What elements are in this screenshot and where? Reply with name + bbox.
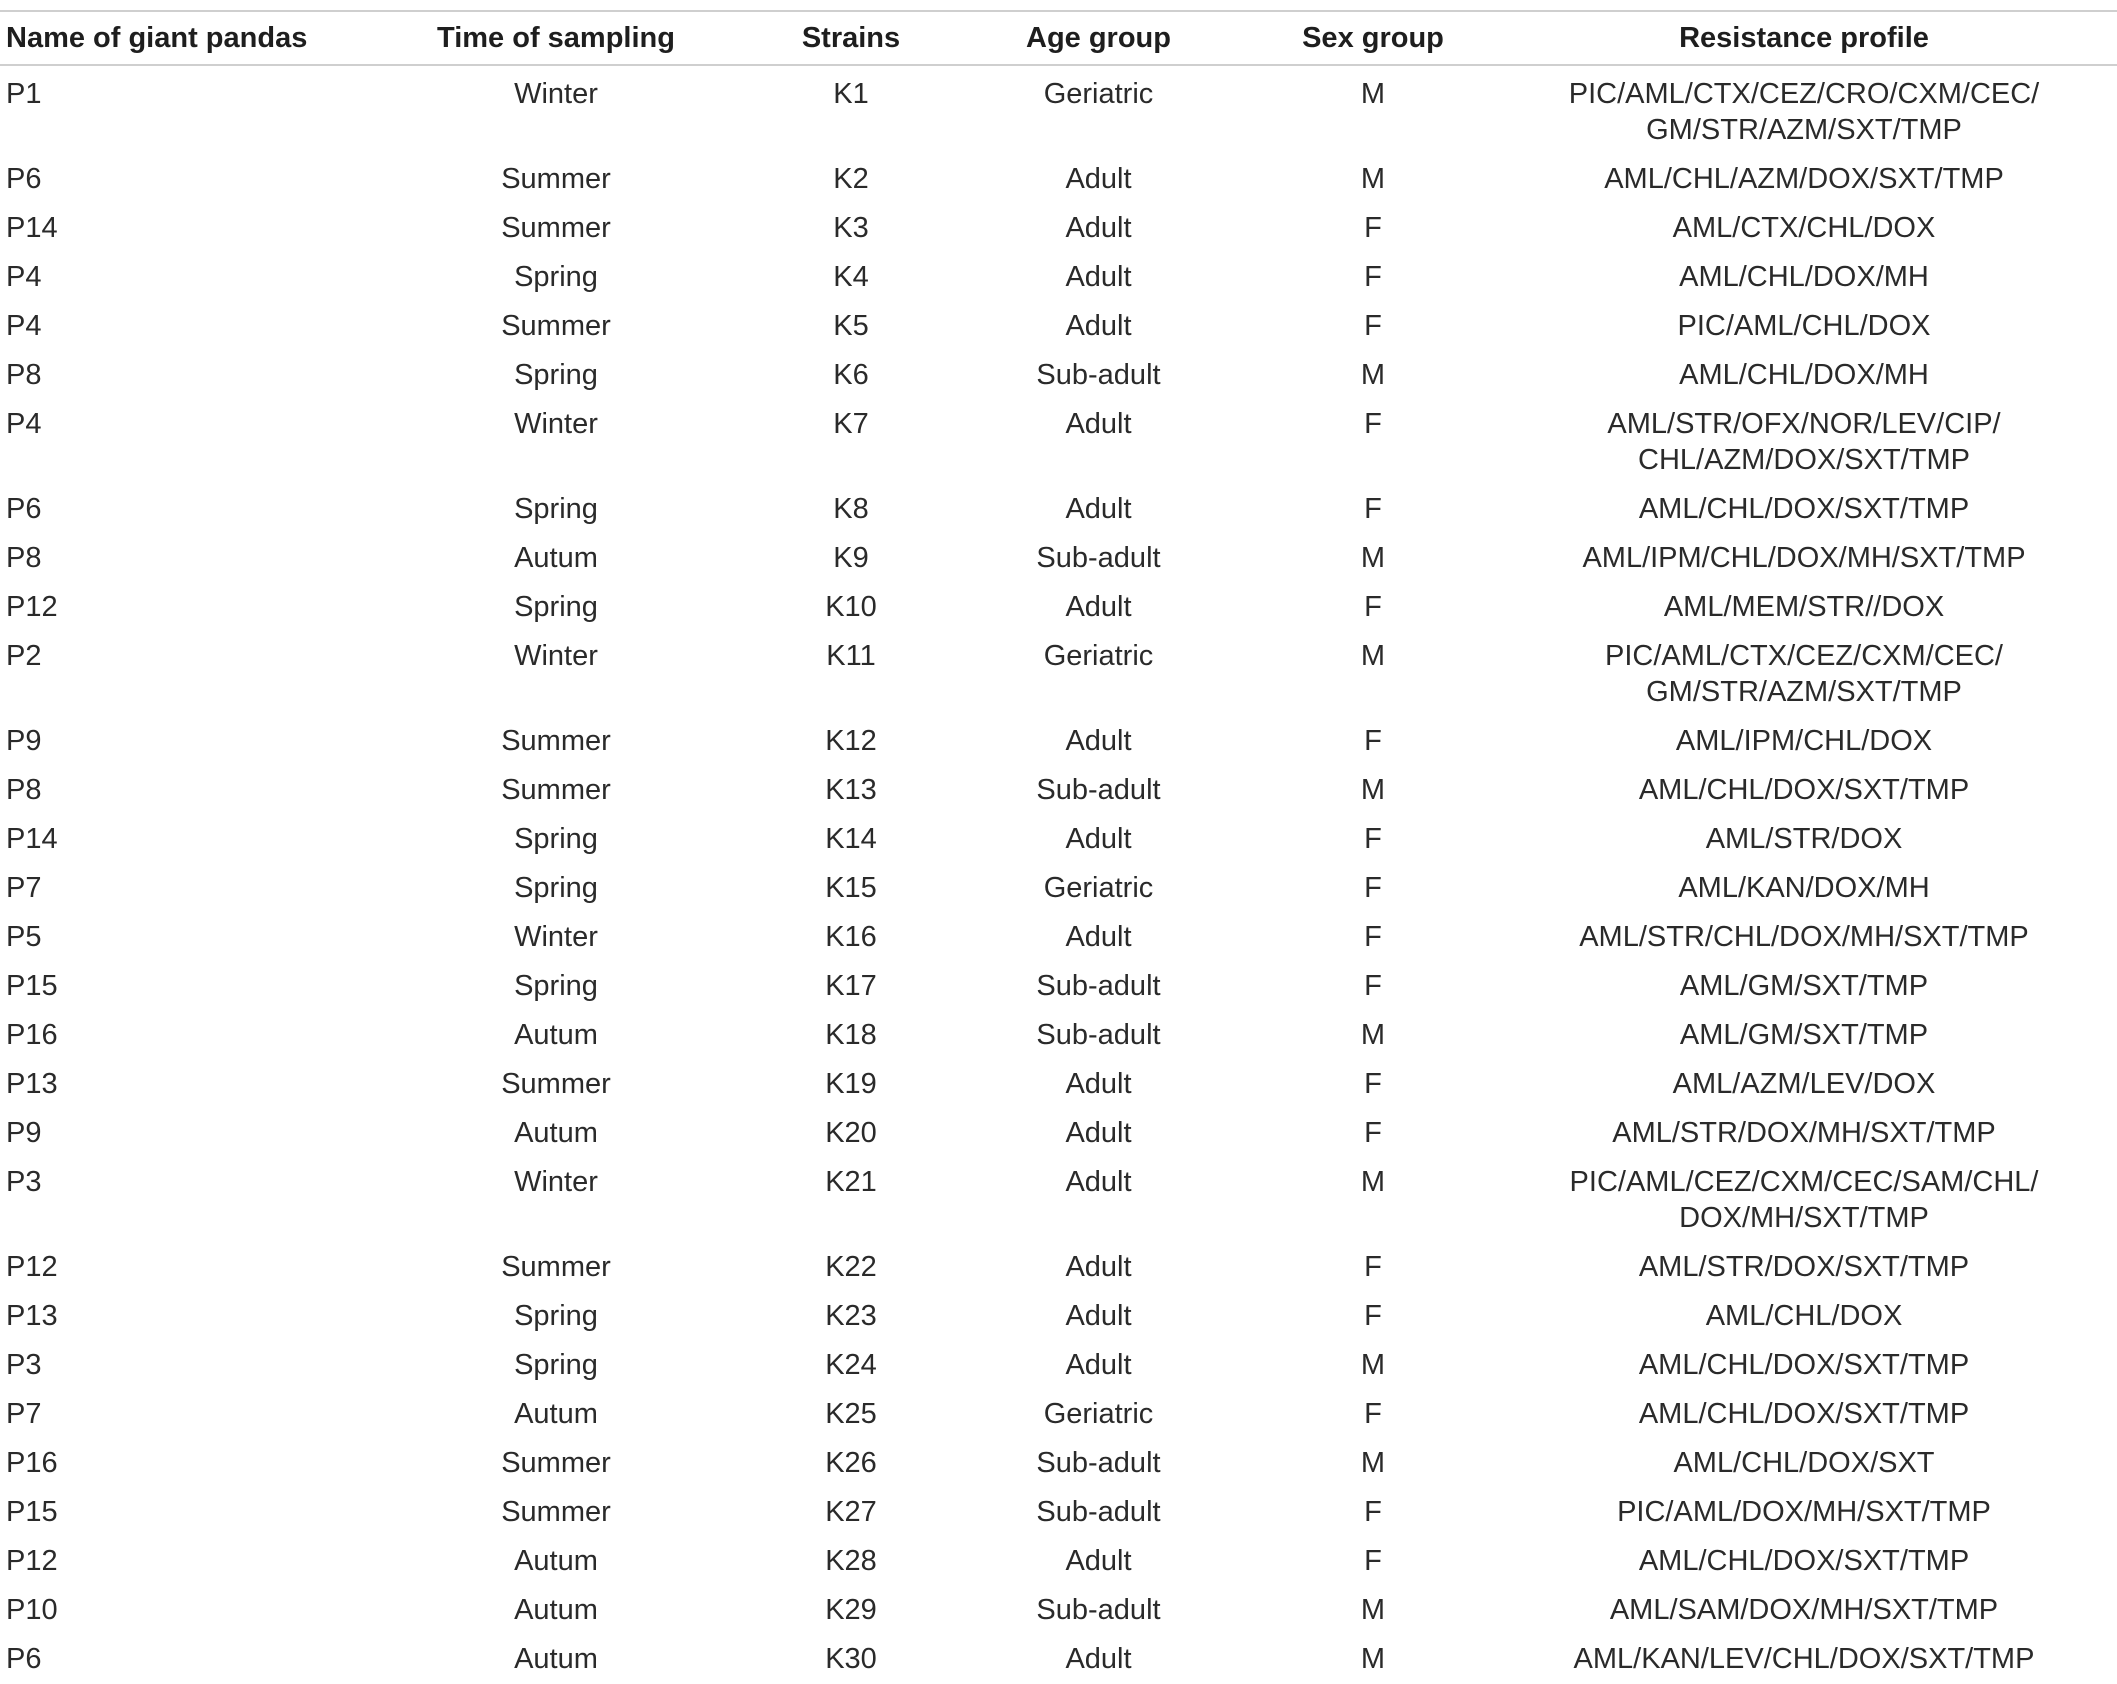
cell-resistance-profile <box>1485 65 2117 155</box>
cell-age-group: Adult <box>1065 1251 1132 1283</box>
cell-sex-group: F <box>1364 1496 1382 1528</box>
cell-sampling-time: Autum <box>514 1117 598 1149</box>
cell-age-group: Adult <box>1065 591 1132 623</box>
cell-panda-name: P3 <box>6 1349 42 1381</box>
cell-sampling-time: Winter <box>514 408 598 440</box>
resistance-profile-line: AML/AZM/LEV/DOX <box>1672 1068 1936 1100</box>
cell-sex-group: M <box>1360 542 1386 574</box>
cell-age-group: Adult <box>1065 493 1132 525</box>
cell-sampling-time: Spring <box>514 1349 598 1381</box>
table-row <box>0 1537 2117 1586</box>
cell-panda-name: P9 <box>6 1117 42 1149</box>
cell-panda-name: P1 <box>6 78 42 110</box>
cell-sex-group: M <box>1360 1019 1386 1051</box>
cell-strain: K15 <box>825 872 877 904</box>
cell-panda-name: P7 <box>6 1398 42 1430</box>
cell-sampling-time: Spring <box>514 591 598 623</box>
cell-sex-group: F <box>1364 1068 1382 1100</box>
cell-sex-group: F <box>1364 591 1382 623</box>
cell-sampling-time: Winter <box>514 1166 598 1198</box>
cell-resistance-profile <box>1485 632 2117 717</box>
cell-strain: K18 <box>825 1019 877 1051</box>
table-row <box>0 583 2117 632</box>
cell-sampling-time: Autum <box>514 1643 598 1675</box>
cell-age-group: Sub-adult <box>1036 1496 1161 1528</box>
cell-sampling-time: Summer <box>501 1447 611 1479</box>
cell-panda-name: P12 <box>6 1545 58 1577</box>
cell-sex-group: F <box>1364 1300 1382 1332</box>
cell-panda-name: P16 <box>6 1019 58 1051</box>
resistance-profile-line: GM/STR/AZM/SXT/TMP <box>1646 676 1962 708</box>
cell-age-group: Adult <box>1065 1117 1132 1149</box>
cell-strain: K13 <box>825 774 877 806</box>
cell-sampling-time: Summer <box>501 163 611 195</box>
cell-strain: K14 <box>825 823 877 855</box>
cell-resistance-profile <box>1485 962 2117 1011</box>
cell-resistance-profile <box>1485 1158 2117 1243</box>
cell-resistance-profile <box>1485 534 2117 583</box>
resistance-profile-line: AML/CHL/DOX/MH <box>1679 261 1929 293</box>
resistance-profile-line: AML/STR/OFX/NOR/LEV/CIP/ <box>1607 408 2001 440</box>
cell-age-group: Geriatric <box>1043 872 1154 904</box>
cell-sex-group: M <box>1360 359 1386 391</box>
resistance-profile-line: AML/CHL/DOX/SXT/TMP <box>1638 1545 1970 1577</box>
cell-strain: K6 <box>833 359 869 391</box>
resistance-profile-line: DOX/MH/SXT/TMP <box>1679 1202 1929 1234</box>
cell-age-group: Adult <box>1065 1545 1132 1577</box>
cell-panda-name: P4 <box>6 408 42 440</box>
table-row <box>0 1060 2117 1109</box>
table-row <box>0 1390 2117 1439</box>
table-row <box>0 766 2117 815</box>
cell-age-group: Geriatric <box>1043 1398 1154 1430</box>
table-row <box>0 1243 2117 1292</box>
cell-resistance-profile <box>1485 1011 2117 1060</box>
resistance-profile-line: AML/CHL/DOX/MH <box>1679 359 1929 391</box>
cell-sampling-time: Spring <box>514 872 598 904</box>
cell-sex-group: F <box>1364 212 1382 244</box>
cell-resistance-profile <box>1485 1060 2117 1109</box>
cell-sex-group: M <box>1360 1594 1386 1626</box>
resistance-profile-line: AML/SAM/DOX/MH/SXT/TMP <box>1609 1594 1999 1626</box>
cell-panda-name: P4 <box>6 310 42 342</box>
cell-panda-name: P12 <box>6 1251 58 1283</box>
table-row <box>0 815 2117 864</box>
cell-sampling-time: Summer <box>501 774 611 806</box>
cell-strain: K22 <box>825 1251 877 1283</box>
cell-resistance-profile <box>1485 1439 2117 1488</box>
cell-age-group: Adult <box>1065 1300 1132 1332</box>
resistance-profile-line: AML/STR/CHL/DOX/MH/SXT/TMP <box>1579 921 2029 953</box>
cell-resistance-profile <box>1485 155 2117 204</box>
header-strains: Strains <box>801 21 901 54</box>
cell-age-group: Adult <box>1065 310 1132 342</box>
cell-panda-name: P8 <box>6 359 42 391</box>
cell-resistance-profile <box>1485 815 2117 864</box>
resistance-table <box>0 10 2117 1684</box>
resistance-profile-line: AML/CHL/AZM/DOX/SXT/TMP <box>1604 163 2004 195</box>
cell-strain: K24 <box>825 1349 877 1381</box>
cell-resistance-profile <box>1485 1341 2117 1390</box>
table-row <box>0 1011 2117 1060</box>
cell-panda-name: P6 <box>6 493 42 525</box>
cell-resistance-profile <box>1485 766 2117 815</box>
cell-resistance-profile <box>1485 485 2117 534</box>
cell-age-group: Adult <box>1065 408 1132 440</box>
cell-resistance-profile <box>1485 864 2117 913</box>
resistance-profile-line: AML/IPM/CHL/DOX/MH/SXT/TMP <box>1582 542 2026 574</box>
cell-sampling-time: Spring <box>514 261 598 293</box>
cell-resistance-profile <box>1485 351 2117 400</box>
resistance-profile-line: AML/GM/SXT/TMP <box>1679 1019 1929 1051</box>
cell-sampling-time: Summer <box>501 1068 611 1100</box>
cell-sex-group: M <box>1360 163 1386 195</box>
cell-strain: K27 <box>825 1496 877 1528</box>
cell-strain: K4 <box>833 261 869 293</box>
resistance-profile-line: AML/STR/DOX <box>1705 823 1903 855</box>
table-row <box>0 1586 2117 1635</box>
cell-sampling-time: Autum <box>514 1594 598 1626</box>
cell-resistance-profile <box>1485 1390 2117 1439</box>
cell-sex-group: F <box>1364 1117 1382 1149</box>
cell-resistance-profile <box>1485 1109 2117 1158</box>
cell-sampling-time: Autum <box>514 542 598 574</box>
cell-age-group: Geriatric <box>1043 78 1154 110</box>
table-row <box>0 864 2117 913</box>
header-profile: Resistance profile <box>1679 21 1929 54</box>
cell-resistance-profile <box>1485 204 2117 253</box>
header-age: Age group <box>1026 21 1171 54</box>
cell-resistance-profile <box>1485 1635 2117 1684</box>
table-row <box>0 400 2117 485</box>
table-row <box>0 1635 2117 1684</box>
cell-age-group: Adult <box>1065 163 1132 195</box>
cell-sampling-time: Spring <box>514 1300 598 1332</box>
resistance-profile-line: AML/STR/DOX/MH/SXT/TMP <box>1612 1117 1996 1149</box>
cell-panda-name: P6 <box>6 163 42 195</box>
cell-sex-group: M <box>1360 1349 1386 1381</box>
resistance-profile-line: AML/CHL/DOX/SXT/TMP <box>1638 774 1970 806</box>
cell-resistance-profile <box>1485 717 2117 766</box>
cell-strain: K21 <box>825 1166 877 1198</box>
table-header <box>0 11 2117 65</box>
table-row <box>0 302 2117 351</box>
cell-sampling-time: Winter <box>514 78 598 110</box>
cell-resistance-profile <box>1485 1537 2117 1586</box>
cell-panda-name: P10 <box>6 1594 58 1626</box>
cell-sampling-time: Spring <box>514 493 598 525</box>
resistance-profile-line: GM/STR/AZM/SXT/TMP <box>1646 114 1962 146</box>
table-row <box>0 351 2117 400</box>
cell-sampling-time: Summer <box>501 310 611 342</box>
cell-strain: K23 <box>825 1300 877 1332</box>
cell-age-group: Sub-adult <box>1036 1019 1161 1051</box>
cell-sex-group: F <box>1364 970 1382 1002</box>
table-row <box>0 253 2117 302</box>
cell-sampling-time: Winter <box>514 640 598 672</box>
cell-sex-group: F <box>1364 1251 1382 1283</box>
header-sex: Sex group <box>1302 21 1444 54</box>
cell-age-group: Sub-adult <box>1036 359 1161 391</box>
cell-strain: K17 <box>825 970 877 1002</box>
cell-strain: K29 <box>825 1594 877 1626</box>
cell-sex-group: M <box>1360 640 1386 672</box>
cell-sampling-time: Summer <box>501 212 611 244</box>
cell-panda-name: P15 <box>6 970 58 1002</box>
cell-panda-name: P3 <box>6 1166 42 1198</box>
cell-strain: K5 <box>833 310 869 342</box>
resistance-profile-line: AML/IPM/CHL/DOX <box>1675 725 1933 757</box>
resistance-profile-line: AML/CHL/DOX/SXT/TMP <box>1638 1398 1970 1430</box>
cell-resistance-profile <box>1485 253 2117 302</box>
cell-panda-name: P13 <box>6 1300 58 1332</box>
table-row <box>0 1109 2117 1158</box>
cell-sex-group: F <box>1364 408 1382 440</box>
cell-panda-name: P14 <box>6 212 58 244</box>
table-row <box>0 485 2117 534</box>
resistance-profile-line: AML/CHL/DOX/SXT/TMP <box>1638 493 1970 525</box>
cell-panda-name: P12 <box>6 591 58 623</box>
cell-panda-name: P9 <box>6 725 42 757</box>
cell-strain: K12 <box>825 725 877 757</box>
resistance-profile-line: PIC/AML/DOX/MH/SXT/TMP <box>1617 1496 1991 1528</box>
cell-age-group: Adult <box>1065 1068 1132 1100</box>
table-row <box>0 913 2117 962</box>
cell-panda-name: P15 <box>6 1496 58 1528</box>
cell-resistance-profile <box>1485 400 2117 485</box>
cell-resistance-profile <box>1485 583 2117 632</box>
resistance-profile-line: AML/GM/SXT/TMP <box>1679 970 1929 1002</box>
cell-age-group: Adult <box>1065 212 1132 244</box>
cell-panda-name: P4 <box>6 261 42 293</box>
cell-strain: K16 <box>825 921 877 953</box>
table-row <box>0 1341 2117 1390</box>
resistance-profile-line: AML/KAN/DOX/MH <box>1678 872 1930 904</box>
cell-sex-group: F <box>1364 493 1382 525</box>
resistance-profile-line: AML/CHL/DOX <box>1705 1300 1903 1332</box>
cell-strain: K28 <box>825 1545 877 1577</box>
cell-sex-group: M <box>1360 774 1386 806</box>
cell-age-group: Adult <box>1065 1349 1132 1381</box>
cell-strain: K3 <box>833 212 869 244</box>
table-row <box>0 65 2117 155</box>
resistance-profile-line: PIC/AML/CEZ/CXM/CEC/SAM/CHL/ <box>1569 1166 2039 1198</box>
cell-sex-group: F <box>1364 310 1382 342</box>
cell-sex-group: M <box>1360 1166 1386 1198</box>
cell-age-group: Sub-adult <box>1036 774 1161 806</box>
cell-age-group: Sub-adult <box>1036 1594 1161 1626</box>
cell-panda-name: P8 <box>6 774 42 806</box>
table-row <box>0 1292 2117 1341</box>
cell-sampling-time: Spring <box>514 970 598 1002</box>
resistance-profile-line: PIC/AML/CHL/DOX <box>1677 310 1931 342</box>
cell-sampling-time: Summer <box>501 1251 611 1283</box>
cell-panda-name: P14 <box>6 823 58 855</box>
cell-age-group: Geriatric <box>1043 640 1154 672</box>
cell-panda-name: P2 <box>6 640 42 672</box>
cell-sex-group: F <box>1364 1545 1382 1577</box>
cell-strain: K25 <box>825 1398 877 1430</box>
cell-age-group: Adult <box>1065 823 1132 855</box>
header-name: Name of giant pandas <box>6 21 308 54</box>
cell-strain: K11 <box>826 640 876 672</box>
resistance-profile-line: PIC/AML/CTX/CEZ/CRO/CXM/CEC/ <box>1568 78 2040 110</box>
cell-strain: K1 <box>833 78 869 110</box>
cell-sex-group: M <box>1360 1643 1386 1675</box>
cell-age-group: Adult <box>1065 921 1132 953</box>
table-row <box>0 1439 2117 1488</box>
resistance-profile-line: PIC/AML/CTX/CEZ/CXM/CEC/ <box>1605 640 2003 672</box>
cell-sampling-time: Autum <box>514 1019 598 1051</box>
cell-panda-name: P8 <box>6 542 42 574</box>
table-row <box>0 717 2117 766</box>
table-row <box>0 1158 2117 1243</box>
cell-age-group: Sub-adult <box>1036 970 1161 1002</box>
cell-age-group: Adult <box>1065 1643 1132 1675</box>
cell-strain: K19 <box>825 1068 877 1100</box>
resistance-profile-line: CHL/AZM/DOX/SXT/TMP <box>1638 444 1970 476</box>
cell-strain: K10 <box>825 591 877 623</box>
cell-age-group: Adult <box>1065 261 1132 293</box>
cell-panda-name: P16 <box>6 1447 58 1479</box>
table-row <box>0 534 2117 583</box>
cell-sampling-time: Summer <box>501 1496 611 1528</box>
cell-resistance-profile <box>1485 1586 2117 1635</box>
table-row <box>0 155 2117 204</box>
cell-sex-group: M <box>1360 78 1386 110</box>
header-time: Time of sampling <box>437 21 675 54</box>
cell-sampling-time: Summer <box>501 725 611 757</box>
cell-age-group: Sub-adult <box>1036 542 1161 574</box>
resistance-profile-line: AML/STR/DOX/SXT/TMP <box>1638 1251 1970 1283</box>
cell-strain: K30 <box>825 1643 877 1675</box>
cell-panda-name: P5 <box>6 921 42 953</box>
cell-strain: K8 <box>833 493 869 525</box>
cell-strain: K2 <box>833 163 869 195</box>
cell-strain: K26 <box>825 1447 877 1479</box>
cell-resistance-profile <box>1485 302 2117 351</box>
cell-strain: K20 <box>825 1117 877 1149</box>
cell-sampling-time: Autum <box>514 1545 598 1577</box>
cell-sampling-time: Autum <box>514 1398 598 1430</box>
cell-sex-group: M <box>1360 1447 1386 1479</box>
cell-sampling-time: Spring <box>514 823 598 855</box>
cell-panda-name: P7 <box>6 872 42 904</box>
cell-panda-name: P13 <box>6 1068 58 1100</box>
cell-resistance-profile <box>1485 913 2117 962</box>
cell-sex-group: F <box>1364 872 1382 904</box>
resistance-profile-line: AML/CTX/CHL/DOX <box>1672 212 1936 244</box>
cell-resistance-profile <box>1485 1243 2117 1292</box>
table-row <box>0 632 2117 717</box>
resistance-profile-line: AML/CHL/DOX/SXT/TMP <box>1638 1349 1970 1381</box>
cell-sex-group: F <box>1364 261 1382 293</box>
cell-age-group: Sub-adult <box>1036 1447 1161 1479</box>
cell-age-group: Adult <box>1065 1166 1132 1198</box>
cell-strain: K9 <box>833 542 869 574</box>
resistance-profile-line: AML/KAN/LEV/CHL/DOX/SXT/TMP <box>1573 1643 2035 1675</box>
cell-sampling-time: Winter <box>514 921 598 953</box>
cell-sex-group: F <box>1364 725 1382 757</box>
table-body <box>0 65 2117 1684</box>
cell-age-group: Adult <box>1065 725 1132 757</box>
header-row <box>0 11 2117 65</box>
resistance-profile-line: AML/CHL/DOX/SXT <box>1673 1447 1935 1479</box>
cell-sex-group: F <box>1364 921 1382 953</box>
cell-sex-group: F <box>1364 823 1382 855</box>
cell-sampling-time: Spring <box>514 359 598 391</box>
table-row <box>0 204 2117 253</box>
cell-sex-group: F <box>1364 1398 1382 1430</box>
cell-resistance-profile <box>1485 1292 2117 1341</box>
cell-strain: K7 <box>833 408 869 440</box>
resistance-profile-line: AML/MEM/STR//DOX <box>1663 591 1945 623</box>
cell-panda-name: P6 <box>6 1643 42 1675</box>
table-row <box>0 962 2117 1011</box>
